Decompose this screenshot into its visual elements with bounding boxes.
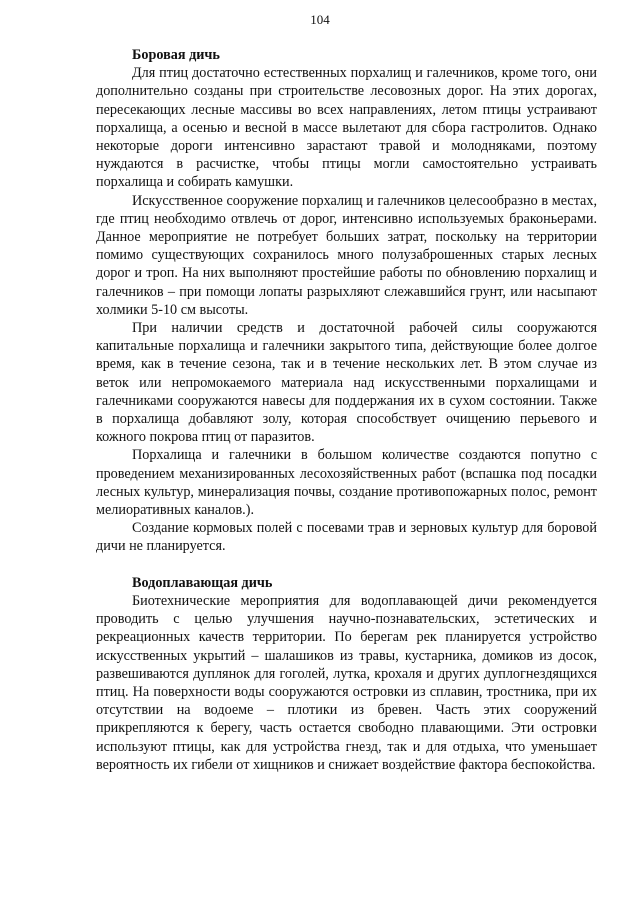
paragraph: При наличии средств и достаточной рабочей силы сооружаются капитальные порхалища и галечники закрытого типа, действующие более долгое время, как в течение сезона, так и в течение нескольких лет. В этом случае из веток или непромокаемого материала над искусственными порхалищами и галечниками сооружаются навесы для поддержания их в сухом состоянии. Также в порхалища добавляют золу, которая способствует очищению перьевого и кожного покрова птиц от паразитов. — [96, 320, 597, 446]
section-borovaya-dich — [96, 46, 597, 556]
paragraph: Создание кормовых полей с посевами трав и зерновых культур для боровой дичи не планируется. — [96, 520, 597, 555]
section-heading: Водоплавающая дичь — [132, 574, 273, 591]
paragraph: Искусственное сооружение порхалищ и галечников целесообразно в местах, где птиц необходимо отвлечь от дорог, интенсивно используемых браконьерами. Данное мероприятие не потребует больших затрат, поскольку на территории помимо существующих сохранилось много полузаброшенных старых лесных дорог и троп. На них выполняют простейшие работы по обновлению порхалищ и галечников – при помощи лопаты разрыхляют слежавшийся грунт, или насыпают холмики 5-10 см высоты. — [96, 192, 597, 318]
page-number: 104 — [310, 12, 330, 27]
section-spacer — [96, 556, 597, 574]
section-vodoplavayushchaya-dich — [96, 574, 597, 774]
document-body — [96, 46, 597, 774]
paragraph: Порхалища и галечники в большом количестве создаются попутно с проведением механизированных лесохозяйственных работ (вспашка под посадки лесных культур, минерализация почвы, создание противопожарных полос, ремонт мелиоративных каналов.). — [96, 447, 597, 519]
section-heading: Боровая дичь — [132, 47, 220, 63]
paragraph: Для птиц достаточно естественных порхалищ и галечников, кроме того, они дополнительно созданы при строительстве лесовозных дорог. На этих дорогах, пересекающих лесные массивы во всех направлениях, летом птицы устраивают порхалища, а осенью и весной в массе вылетают для сбора гастролитов. Однако некоторые дороги интенсивно зарастают травой и молодняками, поэтому нуждаются в расчистке, чтобы птицы могли самостоятельно устраивать порхалища и собирать камушки. — [96, 65, 597, 191]
paragraph: Биотехнические мероприятия для водоплавающей дичи рекомендуется проводить с целью улучшения научно-познавательских, эстетических и рекреационных качеств территории. По берегам рек планируется устройство искусственных укрытий – шалашиков из травы, кустарника, домиков из досок, развешиваются дуплянок для гоголей, лутка, крохаля и других дуплогнездящихся птиц. На поверхности воды сооружаются островки из сплавин, тростника, при их отсутствии на водоеме – плотики из бревен. Часть этих сооружений прикрепляются к берегу, часть остается свободно плавающими. Эти островки используют птицы, как для устройства гнезд, так и для отдыха, что уменьшает вероятность их гибели от хищников и снижает воздействие фактора беспокойства. — [96, 592, 597, 773]
